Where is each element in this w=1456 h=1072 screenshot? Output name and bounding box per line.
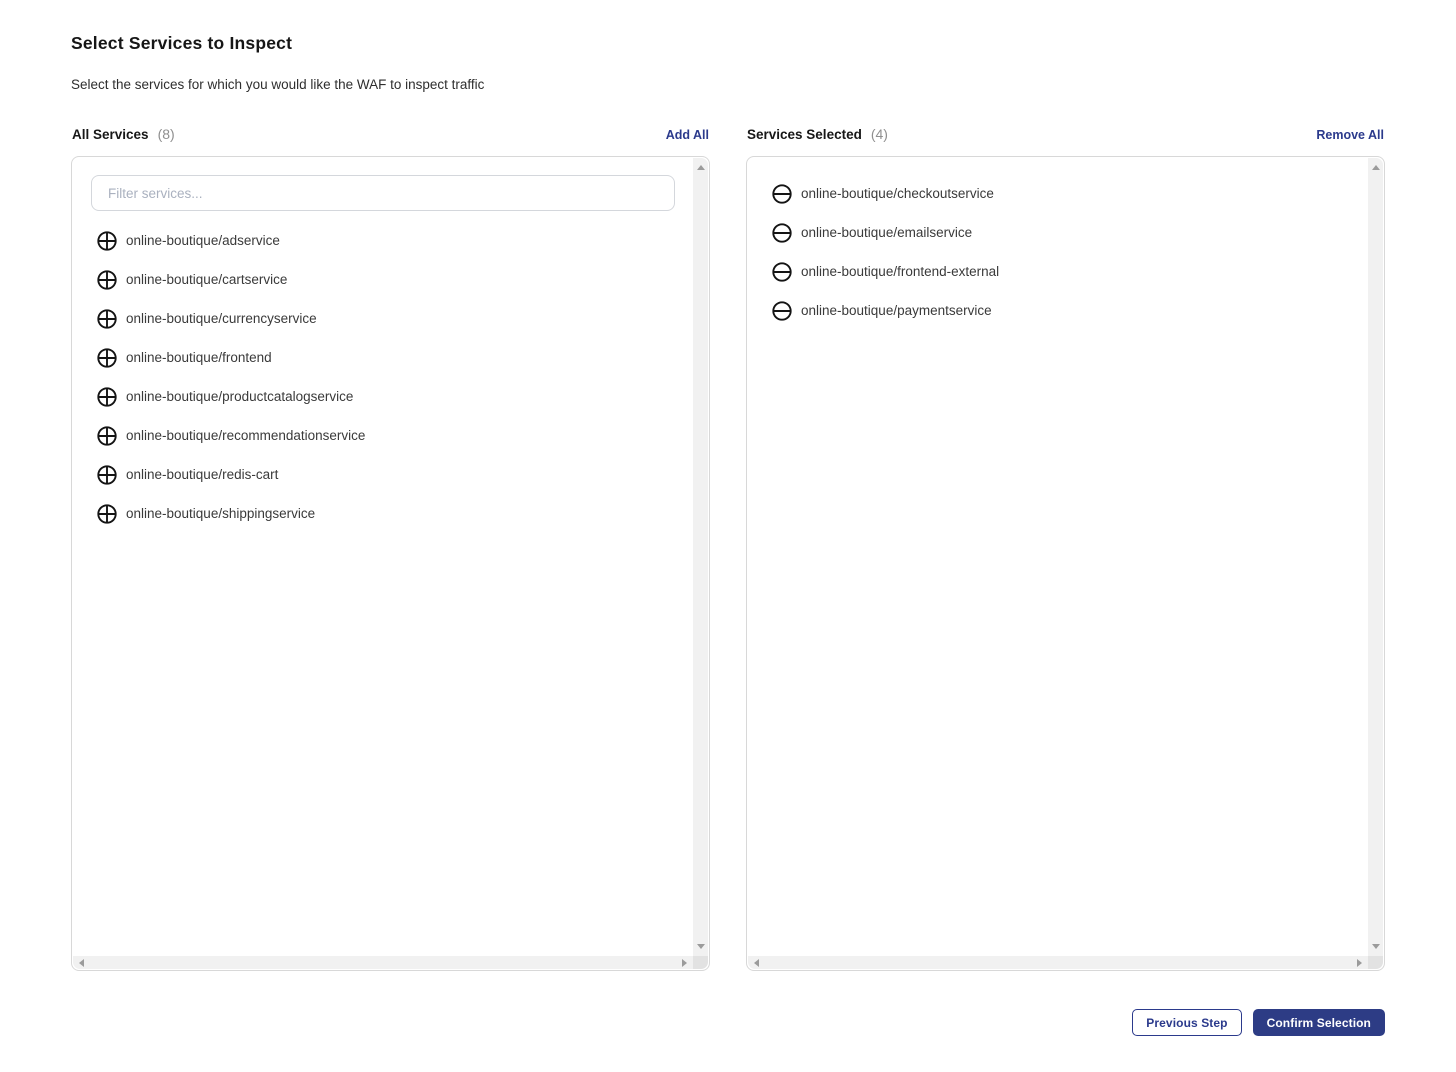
selected-services-panel-content [748, 158, 1368, 956]
service-row-removable[interactable] [748, 174, 1368, 213]
service-name: online-boutique/shippingservice [126, 506, 316, 521]
all-services-header [71, 126, 710, 142]
service-row-addable[interactable] [73, 338, 693, 377]
all-services-count: (8) [157, 126, 175, 142]
horizontal-scrollbar[interactable] [748, 956, 1368, 969]
horizontal-scrollbar[interactable] [73, 956, 693, 969]
previous-step-button[interactable]: Previous Step [1132, 1009, 1241, 1036]
selected-services-count: (4) [870, 126, 888, 142]
page-title: Select Services to Inspect [71, 33, 293, 53]
minus-circle-icon[interactable] [772, 301, 792, 321]
plus-circle-icon[interactable] [97, 465, 117, 485]
scroll-up-arrow-icon[interactable] [1372, 165, 1380, 170]
service-name: online-boutique/redis-cart [126, 467, 279, 482]
all-services-title [72, 126, 175, 142]
all-services-list [73, 221, 693, 533]
service-row-removable[interactable] [748, 252, 1368, 291]
vertical-scrollbar[interactable] [1368, 158, 1383, 956]
service-name: online-boutique/cartservice [126, 272, 288, 287]
selected-services-title [747, 126, 888, 142]
service-name: online-boutique/emailservice [801, 225, 973, 240]
service-row-addable[interactable] [73, 260, 693, 299]
service-name: online-boutique/productcatalogservice [126, 389, 354, 404]
scroll-left-arrow-icon[interactable] [79, 959, 84, 967]
service-row-addable[interactable] [73, 494, 693, 533]
service-name: online-boutique/paymentservice [801, 303, 992, 318]
transfer-list [71, 126, 1385, 971]
scroll-right-arrow-icon[interactable] [682, 959, 687, 967]
plus-circle-icon[interactable] [97, 231, 117, 251]
scroll-down-arrow-icon[interactable] [1372, 944, 1380, 949]
all-services-column [71, 126, 710, 971]
service-name: online-boutique/frontend [126, 350, 272, 365]
plus-circle-icon[interactable] [97, 504, 117, 524]
page-subtitle: Select the services for which you would like the WAF to inspect traffic [71, 77, 485, 92]
service-row-removable[interactable] [748, 291, 1368, 330]
service-name: online-boutique/currencyservice [126, 311, 317, 326]
scrollbar-corner [1368, 956, 1383, 969]
service-row-addable[interactable] [73, 416, 693, 455]
all-services-label: All Services [72, 127, 149, 142]
add-all-link[interactable]: Add All [665, 128, 709, 142]
plus-circle-icon[interactable] [97, 426, 117, 446]
minus-circle-icon[interactable] [772, 223, 792, 243]
selected-services-header [746, 126, 1385, 142]
vertical-scrollbar[interactable] [693, 158, 708, 956]
selected-services-list [748, 174, 1368, 330]
scroll-left-arrow-icon[interactable] [754, 959, 759, 967]
service-row-addable[interactable] [73, 377, 693, 416]
scroll-right-arrow-icon[interactable] [1357, 959, 1362, 967]
service-name: online-boutique/adservice [126, 233, 280, 248]
service-row-addable[interactable] [73, 299, 693, 338]
plus-circle-icon[interactable] [97, 387, 117, 407]
wizard-footer [71, 1009, 1385, 1036]
remove-all-link[interactable]: Remove All [1316, 128, 1384, 142]
selected-services-label: Services Selected [747, 127, 862, 142]
service-name: online-boutique/recommendationservice [126, 428, 366, 443]
service-row-addable[interactable] [73, 221, 693, 260]
all-services-panel-content [73, 158, 693, 956]
service-name: online-boutique/checkoutservice [801, 186, 994, 201]
minus-circle-icon[interactable] [772, 262, 792, 282]
confirm-selection-button[interactable]: Confirm Selection [1253, 1009, 1385, 1036]
plus-circle-icon[interactable] [97, 270, 117, 290]
scrollbar-corner [693, 956, 708, 969]
scroll-up-arrow-icon[interactable] [697, 165, 705, 170]
selected-services-column [746, 126, 1385, 971]
service-name: online-boutique/frontend-external [801, 264, 1000, 279]
service-row-addable[interactable] [73, 455, 693, 494]
plus-circle-icon[interactable] [97, 348, 117, 368]
minus-circle-icon[interactable] [772, 184, 792, 204]
selected-services-panel [746, 156, 1385, 971]
plus-circle-icon[interactable] [97, 309, 117, 329]
service-row-removable[interactable] [748, 213, 1368, 252]
all-services-panel [71, 156, 710, 971]
filter-services-input[interactable] [91, 175, 675, 211]
scroll-down-arrow-icon[interactable] [697, 944, 705, 949]
